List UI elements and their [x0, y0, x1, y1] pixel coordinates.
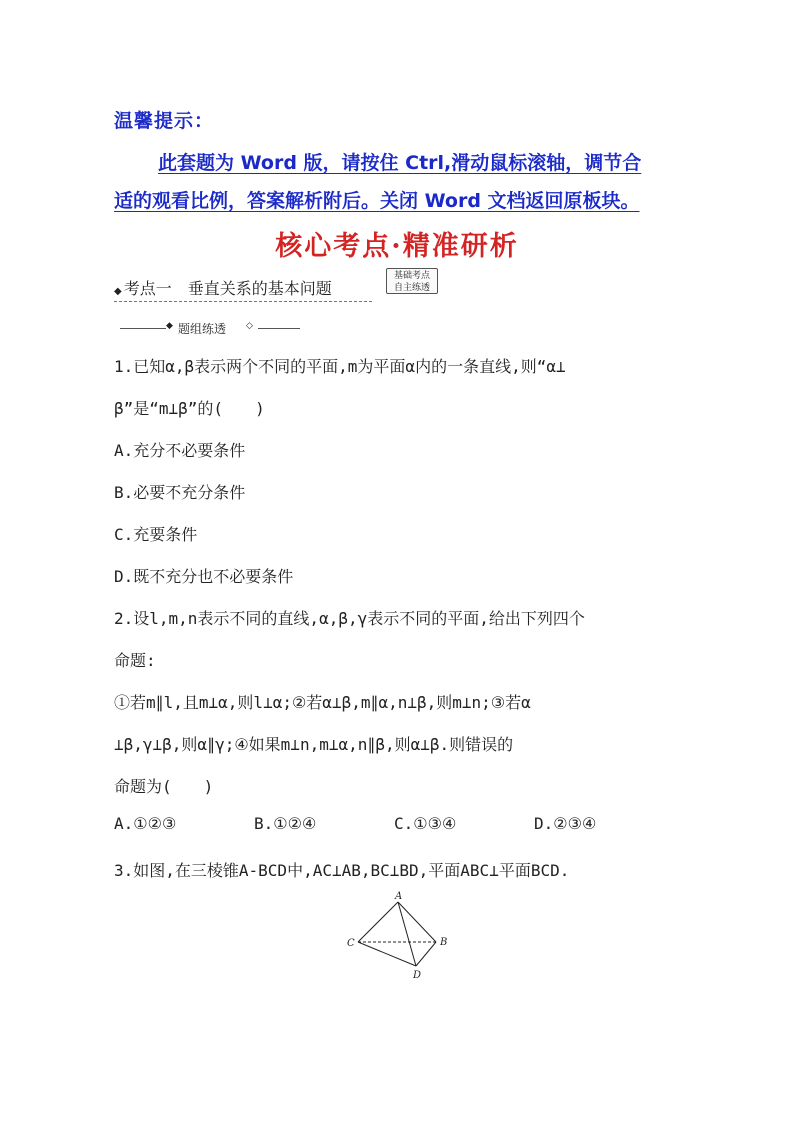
q2-option-c: C.①③④ [394, 814, 457, 833]
q1-option-b: B.必要不充分条件 [114, 483, 246, 502]
vertex-label-b: B [440, 937, 448, 948]
badge-line-1: 基础考点 [393, 271, 430, 281]
tetrahedron-figure [340, 890, 460, 986]
diamond-icon-left: ◆ [166, 321, 173, 331]
q1-stem-line-2: β”是“m⊥β”的( ) [114, 399, 265, 418]
divider-label: 题组练透 [178, 322, 227, 336]
q2-option-a: A.①②③ [114, 814, 177, 833]
group-divider [120, 318, 300, 338]
q2-stem-line-4: ⊥β,γ⊥β,则α∥γ;④如果m⊥n,m⊥α,n∥β,则α⊥β.则错误的 [114, 735, 514, 754]
q2-stem-line-1: 2.设l,m,n表示不同的直线,α,β,γ表示不同的平面,给出下列四个 [114, 609, 585, 628]
kaodian-badge [386, 268, 438, 294]
diamond-icon-right: ◇ [246, 321, 253, 331]
divider-line-right [258, 328, 300, 329]
q1-option-a: A.充分不必要条件 [114, 441, 246, 460]
kaodian-label: 考点一 垂直关系的基本问题 [123, 279, 332, 298]
vertex-label-d: D [413, 970, 422, 981]
edge-bd [416, 942, 436, 966]
q2-option-b: B.①②④ [254, 814, 317, 833]
q2-stem-line-5: 命题为( ) [114, 777, 214, 796]
q2-stem-line-3: ①若m∥l,且m⊥α,则l⊥α;②若α⊥β,m∥α,n⊥β,则m⊥n;③若α [114, 693, 531, 712]
edge-ac [358, 902, 398, 942]
diamond-icon: ◆ [114, 286, 122, 297]
warm-tip-line-2: 适的观看比例，答案解析附后。关闭 Word 文档返回原板块。 [114, 190, 640, 212]
badge-line-2: 自主练透 [393, 283, 430, 293]
q2-stem-line-2: 命题: [114, 651, 156, 670]
kaodian-heading [114, 276, 372, 302]
warm-tip-line-1: 此套题为 Word 版，请按住 Ctrl,滑动鼠标滚轴，调节合 [158, 152, 642, 174]
vertex-label-a: A [395, 891, 403, 902]
q1-stem-line-1: 1.已知α,β表示两个不同的平面,m为平面α内的一条直线,则“α⊥ [114, 357, 566, 376]
q3-stem-line-1: 3.如图,在三棱锥A-BCD中,AC⊥AB,BC⊥BD,平面ABC⊥平面BCD. [114, 861, 570, 880]
warm-tip-title: 温馨提示： [114, 110, 215, 132]
divider-line-left [120, 328, 166, 329]
edge-cd [358, 942, 416, 966]
q2-option-d: D.②③④ [534, 814, 597, 833]
vertex-label-c: C [347, 938, 355, 949]
q1-option-c: C.充要条件 [114, 525, 198, 544]
section-title: 核心考点·精准研析 [275, 231, 519, 262]
q1-option-d: D.既不充分也不必要条件 [114, 567, 294, 586]
warm-tip-body [114, 144, 694, 220]
